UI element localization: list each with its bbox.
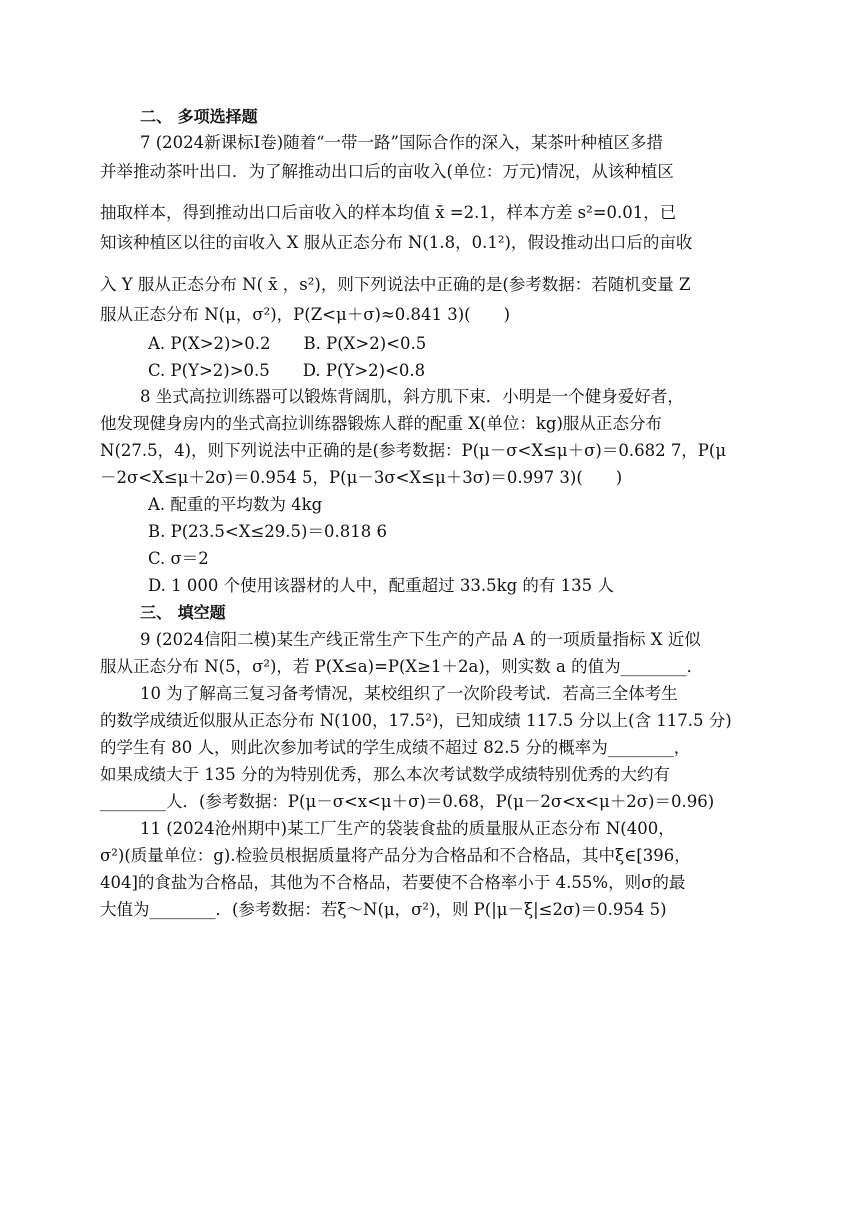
question-9-line-1: 9 (2024信阳二模)某生产线正常生产下生产的产品 A 的一项质量指标 X 近似 (140, 630, 701, 649)
question-7-line-1: 7 (2024新课标Ⅰ卷)随着“一带一路”国际合作的深入，某茶叶种植区多措 (140, 133, 663, 152)
question-8-line-2: 他发现健身房内的坐式高拉训练器锻炼人群的配重 X(单位：kg)服从正态分布 (100, 414, 662, 433)
question-8-line-4: －2σ<X≤μ＋2σ)＝0.954 5，P(μ－3σ<X≤μ＋3σ)＝0.997 3)( ) (100, 468, 623, 487)
question-8-line-3: N(27.5，4)，则下列说法中正确的是(参考数据：P(μ－σ<X≤μ＋σ)＝0.682 7，P(μ (100, 441, 727, 460)
question-7-line-3: 抽取样本，得到推动出口后亩收入的样本均值 x̄ =2.1，样本方差 s²=0.01，已 (100, 203, 677, 222)
question-7-line-6: 服从正态分布 N(μ，σ²)，P(Z<μ＋σ)≈0.841 3)( ) (100, 305, 511, 324)
question-10-line-1: 10 为了解高三复习备考情况，某校组织了一次阶段考试．若高三全体考生 (140, 684, 678, 703)
question-7-line-4: 知该种植区以往的亩收入 X 服从正态分布 N(1.8，0.1²)，假设推动出口后的亩收 (100, 233, 693, 252)
question-7-line-5: 入 Y 服从正态分布 N( x̄ ，s²)，则下列说法中正确的是(参考数据：若随机变量 Z (100, 275, 691, 294)
question-10-line-5: ________人．(参考数据：P(μ－σ<x<μ＋σ)＝0.68，P(μ－2σ<x<μ＋2σ)＝0.96) (100, 792, 715, 811)
question-8-option-a: A. 配重的平均数为 4kg (148, 495, 323, 514)
question-8-option-c: C. σ＝2 (148, 549, 209, 568)
section-heading-fill-in: 三、 填空题 (140, 603, 226, 622)
question-9-line-2: 服从正态分布 N(5，σ²)，若 P(X≤a)=P(X≥1＋2a)，则实数 a 的值为________． (100, 657, 704, 676)
question-10-line-2: 的数学成绩近似服从正态分布 N(100，17.5²)，已知成绩 117.5 分以上(含 117.5 分) (100, 711, 732, 730)
question-10-line-4: 如果成绩大于 135 分的为特别优秀，那么本次考试数学成绩特别优秀的大约有 (100, 765, 670, 784)
question-11-line-4: 大值为________．(参考数据：若ξ～N(μ，σ²)，则 P(|μ－ξ|≤2σ)＝0.954 5) (100, 900, 667, 919)
question-8-line-1: 8 坐式高拉训练器可以锻炼背阔肌，斜方肌下束．小明是一个健身爱好者， (140, 387, 684, 406)
question-10-line-3: 的学生有 80 人，则此次参加考试的学生成绩不超过 82.5 分的概率为________， (100, 738, 691, 757)
question-8-option-d: D. 1 000 个使用该器材的人中，配重超过 33.5kg 的有 135 人 (148, 576, 614, 595)
question-11-line-3: 404]的食盐为合格品，其他为不合格品，若要使不合格率小于 4.55%，则σ的最 (100, 873, 686, 892)
question-7-line-2: 并举推动茶叶出口．为了解推动出口后的亩收入(单位：万元)情况，从该种植区 (100, 162, 674, 181)
question-7-options-cd: C. P(Y>2)>0.5 D. P(Y>2)<0.8 (148, 361, 426, 380)
question-7-options-ab: A. P(X>2)>0.2 B. P(X>2)<0.5 (148, 334, 427, 353)
question-8-option-b: B. P(23.5<X≤29.5)＝0.818 6 (148, 522, 387, 541)
question-11-line-1: 11 (2024沧州期中)某工厂生产的袋装食盐的质量服从正态分布 N(400， (140, 819, 675, 838)
question-11-line-2: σ²)(质量单位：g).检验员根据质量将产品分为合格品和不合格品，其中ξ∈[396， (100, 846, 691, 865)
section-heading-multiple-choice: 二、 多项选择题 (140, 107, 258, 126)
